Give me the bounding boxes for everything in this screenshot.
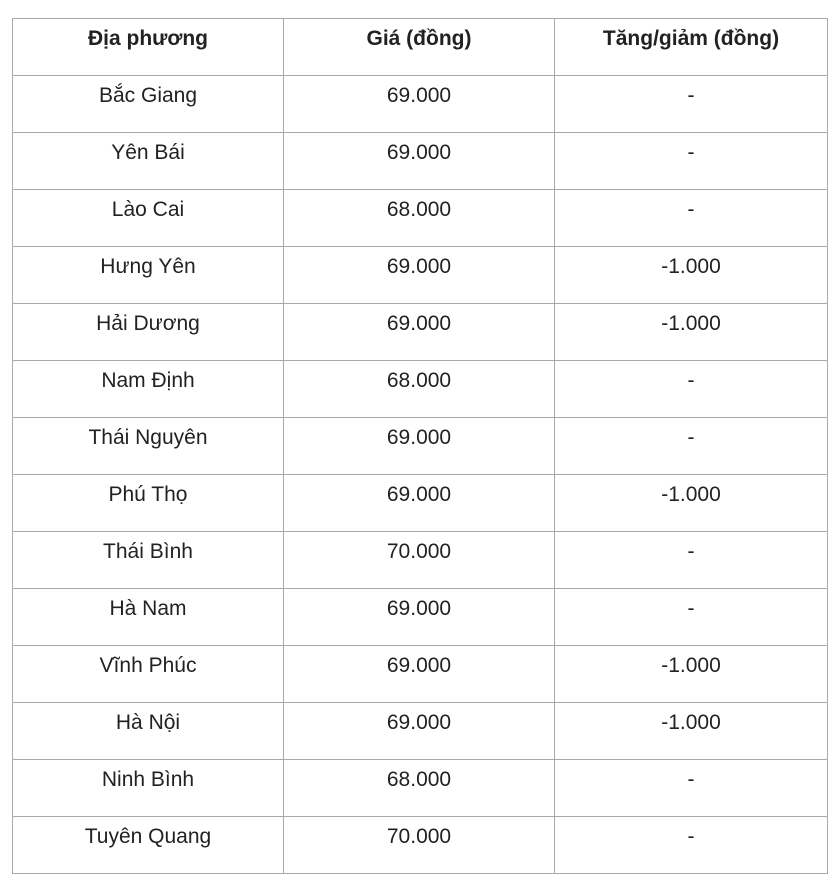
table-row — [13, 418, 828, 475]
cell-change — [555, 247, 828, 304]
cell-price — [284, 190, 555, 247]
cell-price — [284, 418, 555, 475]
locality-text: Yên Bái — [111, 141, 185, 164]
change-text: - — [687, 84, 695, 107]
cell-locality — [13, 589, 284, 646]
cell-change — [555, 475, 828, 532]
cell-price — [284, 532, 555, 589]
table-row — [13, 646, 828, 703]
price-text: 69.000 — [386, 711, 452, 734]
table-row — [13, 589, 828, 646]
cell-locality — [13, 760, 284, 817]
table-row — [13, 247, 828, 304]
price-text: 69.000 — [386, 597, 452, 620]
cell-locality — [13, 475, 284, 532]
cell-price — [284, 304, 555, 361]
change-text: -1.000 — [661, 312, 721, 335]
cell-price — [284, 247, 555, 304]
price-text: 69.000 — [386, 84, 452, 107]
cell-change — [555, 76, 828, 133]
price-text: 69.000 — [386, 312, 452, 335]
cell-price — [284, 646, 555, 703]
change-text: - — [687, 540, 695, 563]
cell-price — [284, 760, 555, 817]
cell-locality — [13, 304, 284, 361]
locality-text: Tuyên Quang — [84, 825, 212, 848]
cell-locality — [13, 76, 284, 133]
cell-price — [284, 76, 555, 133]
change-text: - — [687, 426, 695, 449]
cell-locality — [13, 817, 284, 874]
cell-price — [284, 589, 555, 646]
header-locality — [13, 19, 284, 76]
locality-text: Ninh Bình — [101, 768, 195, 791]
header-locality-label: Địa phương — [88, 27, 208, 50]
locality-text: Vĩnh Phúc — [99, 654, 197, 677]
price-text: 69.000 — [386, 483, 452, 506]
change-text: - — [687, 198, 695, 221]
table-row — [13, 532, 828, 589]
change-text: - — [687, 597, 695, 620]
locality-text: Nam Định — [101, 369, 195, 392]
price-text: 69.000 — [386, 426, 452, 449]
cell-change — [555, 703, 828, 760]
cell-change — [555, 418, 828, 475]
price-text: 68.000 — [386, 768, 452, 791]
change-text: - — [687, 768, 695, 791]
cell-locality — [13, 133, 284, 190]
locality-text: Hà Nam — [109, 597, 187, 620]
locality-text: Phú Thọ — [108, 483, 188, 506]
cell-change — [555, 133, 828, 190]
price-text: 70.000 — [386, 540, 452, 563]
change-text: - — [687, 141, 695, 164]
header-change — [555, 19, 828, 76]
cell-price — [284, 703, 555, 760]
locality-text: Hà Nội — [115, 711, 181, 734]
cell-change — [555, 646, 828, 703]
price-text: 70.000 — [386, 825, 452, 848]
change-text: -1.000 — [661, 654, 721, 677]
cell-change — [555, 589, 828, 646]
table-row — [13, 475, 828, 532]
cell-change — [555, 760, 828, 817]
cell-price — [284, 361, 555, 418]
cell-change — [555, 190, 828, 247]
header-change-label: Tăng/giảm (đồng) — [602, 27, 780, 50]
cell-locality — [13, 532, 284, 589]
change-text: - — [687, 825, 695, 848]
change-text: - — [687, 369, 695, 392]
locality-text: Lào Cai — [111, 198, 185, 221]
table-row — [13, 133, 828, 190]
price-text: 69.000 — [386, 654, 452, 677]
price-text: 69.000 — [386, 141, 452, 164]
cell-locality — [13, 247, 284, 304]
cell-change — [555, 304, 828, 361]
price-text: 68.000 — [386, 369, 452, 392]
header-price — [284, 19, 555, 76]
locality-text: Bắc Giang — [98, 84, 198, 107]
cell-change — [555, 817, 828, 874]
header-price-label: Giá (đồng) — [366, 27, 472, 50]
price-table-container — [12, 18, 828, 874]
change-text: -1.000 — [661, 255, 721, 278]
table-row — [13, 361, 828, 418]
table-row — [13, 703, 828, 760]
locality-text: Hải Dương — [96, 312, 200, 335]
cell-locality — [13, 190, 284, 247]
locality-text: Thái Bình — [103, 540, 193, 563]
table-row — [13, 304, 828, 361]
price-table — [12, 18, 828, 874]
table-header-row — [13, 19, 828, 76]
change-text: -1.000 — [661, 711, 721, 734]
cell-locality — [13, 418, 284, 475]
table-row — [13, 190, 828, 247]
cell-locality — [13, 361, 284, 418]
cell-price — [284, 475, 555, 532]
cell-locality — [13, 703, 284, 760]
price-text: 69.000 — [386, 255, 452, 278]
price-text: 68.000 — [386, 198, 452, 221]
table-row — [13, 760, 828, 817]
locality-text: Thái Nguyên — [88, 426, 208, 449]
table-row — [13, 817, 828, 874]
table-row — [13, 76, 828, 133]
change-text: -1.000 — [661, 483, 721, 506]
cell-change — [555, 532, 828, 589]
cell-locality — [13, 646, 284, 703]
cell-price — [284, 817, 555, 874]
cell-change — [555, 361, 828, 418]
locality-text: Hưng Yên — [100, 255, 196, 278]
cell-price — [284, 133, 555, 190]
